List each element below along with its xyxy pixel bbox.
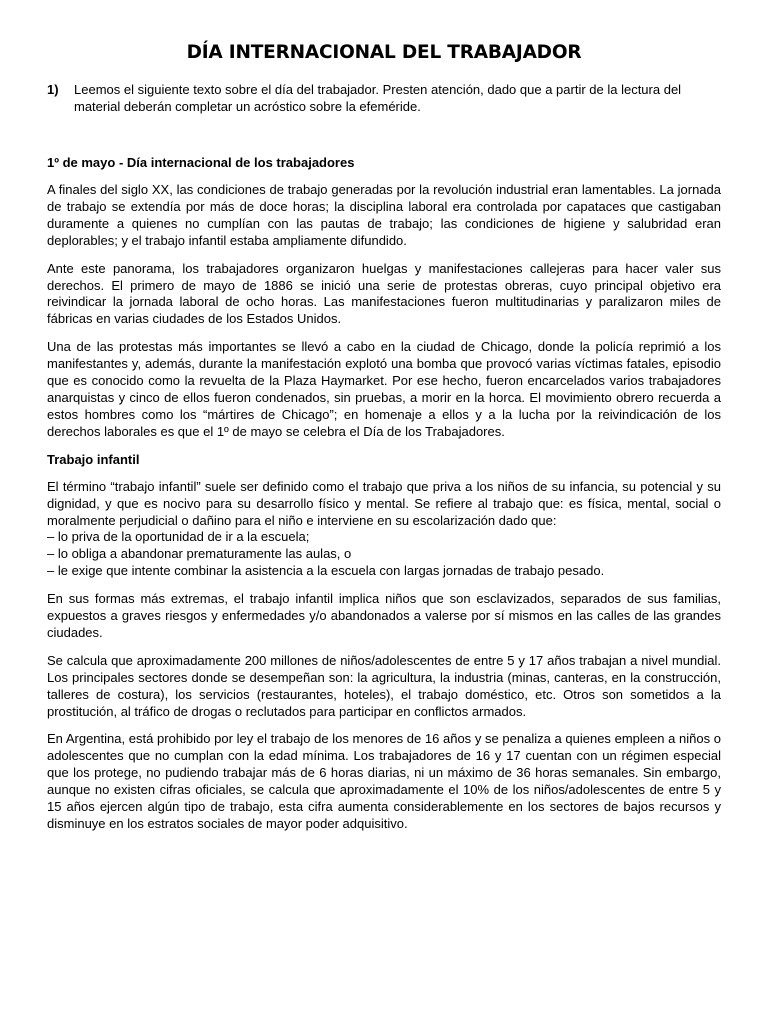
list-item: – lo priva de la oportunidad de ir a la escuela;: [47, 529, 310, 545]
section-heading-child-labor: Trabajo infantil: [47, 451, 140, 467]
section-heading-may-day: 1º de mayo - Día internacional de los trabajadores: [47, 155, 355, 170]
document-title: DÍA INTERNACIONAL DEL TRABAJADOR: [186, 42, 582, 63]
paragraph: Una de las protestas más importantes se llevó a cabo en la ciudad de Chicago, donde la policía reprimió a los manifestantes y, además, durante la manifestación explotó una bomba que provocó varias víctimas fatales, episodio que es conocido como la revuelta de la Plaza Haymarket. Por ese hecho, fueron encarcelados varios trabajadores anarquistas y cinco de ellos fueron condenados, sin pruebas, a morir en la horca. El movimiento obrero recuerda a estos hombres como los “mártires de Chicago”; en homenaje a ellos y a la lucha por la reivindicación de los derechos laborales es que el 1º de mayo se celebra el Día de los Trabajadores.: [47, 339, 721, 439]
paragraph: Ante este panorama, los trabajadores organizaron huelgas y manifestaciones callejeras para hacer valer sus derechos. El primero de mayo de 1886 se inició una serie de protestas obreras, cuyo principal objetivo era reivindicar la jornada laboral de ocho horas. Las manifestaciones fueron multitudinarias y paralizaron miles de fábricas en varias ciudades de los Estados Unidos.: [47, 260, 721, 327]
list-item: – lo obliga a abandonar prematuramente las aulas, o: [47, 546, 352, 562]
document-page: [47, 40, 721, 833]
instruction-item: [47, 82, 721, 115]
paragraph: Se calcula que aproximadamente 200 millones de niños/adolescentes de entre 5 y 17 años trabajan a nivel mundial. Los principales sectores donde se desempeñan son: la agricultura, la industria (minas, canteras, en la construcción, talleres de costura), los servicios (restaurantes, hoteles), el trabajo doméstico, etc. Otros son sometidos a la prostitución, al tráfico de drogas o reclutados para participar en conflictos armados.: [47, 652, 721, 719]
paragraph: A finales del siglo XX, las condiciones de trabajo generadas por la revolución industrial eran lamentables. La jornada de trabajo se extendía por más de doce horas; la disciplina laboral era controlada por capataces que castigaban duramente a quienes no cumplían con las pautas de trabajo; las condiciones de higiene y salubridad eran deplorables; y el trabajo infantil estaba ampliamente difundido.: [47, 182, 721, 248]
paragraph: El término “trabajo infantil” suele ser definido como el trabajo que priva a los niños de su infancia, su potencial y su dignidad, y que es nocivo para su desarrollo físico y mental. Se refiere al trabajo que: es física, mental, social o moralmente perjudicial o dañino para el niño e interviene en su escolarización dado que:: [47, 478, 721, 528]
paragraph: En Argentina, está prohibido por ley el trabajo de los menores de 16 años y se penaliza a quienes empleen a niños o adolescentes que no cumplan con la edad mínima. Los trabajadores de 16 y 17 cuentan con un régimen especial que los protege, no pudiendo trabajar más de 6 horas diarias, ni un máximo de 36 horas semanales. Sin embargo, aunque no existen cifras oficiales, se calcula que aproximadamente el 10% de los niños/adolescentes de entre 5 y 15 años ejercen algún tipo de trabajo, esta cifra aumenta considerablemente en los sectores de bajos recursos y disminuye en los estratos sociales de mayor poder adquisitivo.: [47, 731, 721, 831]
list-item: – le exige que intente combinar la asistencia a la escuela con largas jornadas de trabajo pesado.: [47, 563, 605, 579]
instruction-number: 1): [47, 82, 59, 97]
paragraph: En sus formas más extremas, el trabajo infantil implica niños que son esclavizados, separados de sus familias, expuestos a graves riesgos y enfermedades y/o abandonados a valerse por sí mismos en las calles de las grandes ciudades.: [47, 591, 721, 640]
instruction-text: Leemos el siguiente texto sobre el día del trabajador. Presten atención, dado que a partir de la lectura del material deberán completar un acróstico sobre la efeméride.: [74, 82, 682, 114]
